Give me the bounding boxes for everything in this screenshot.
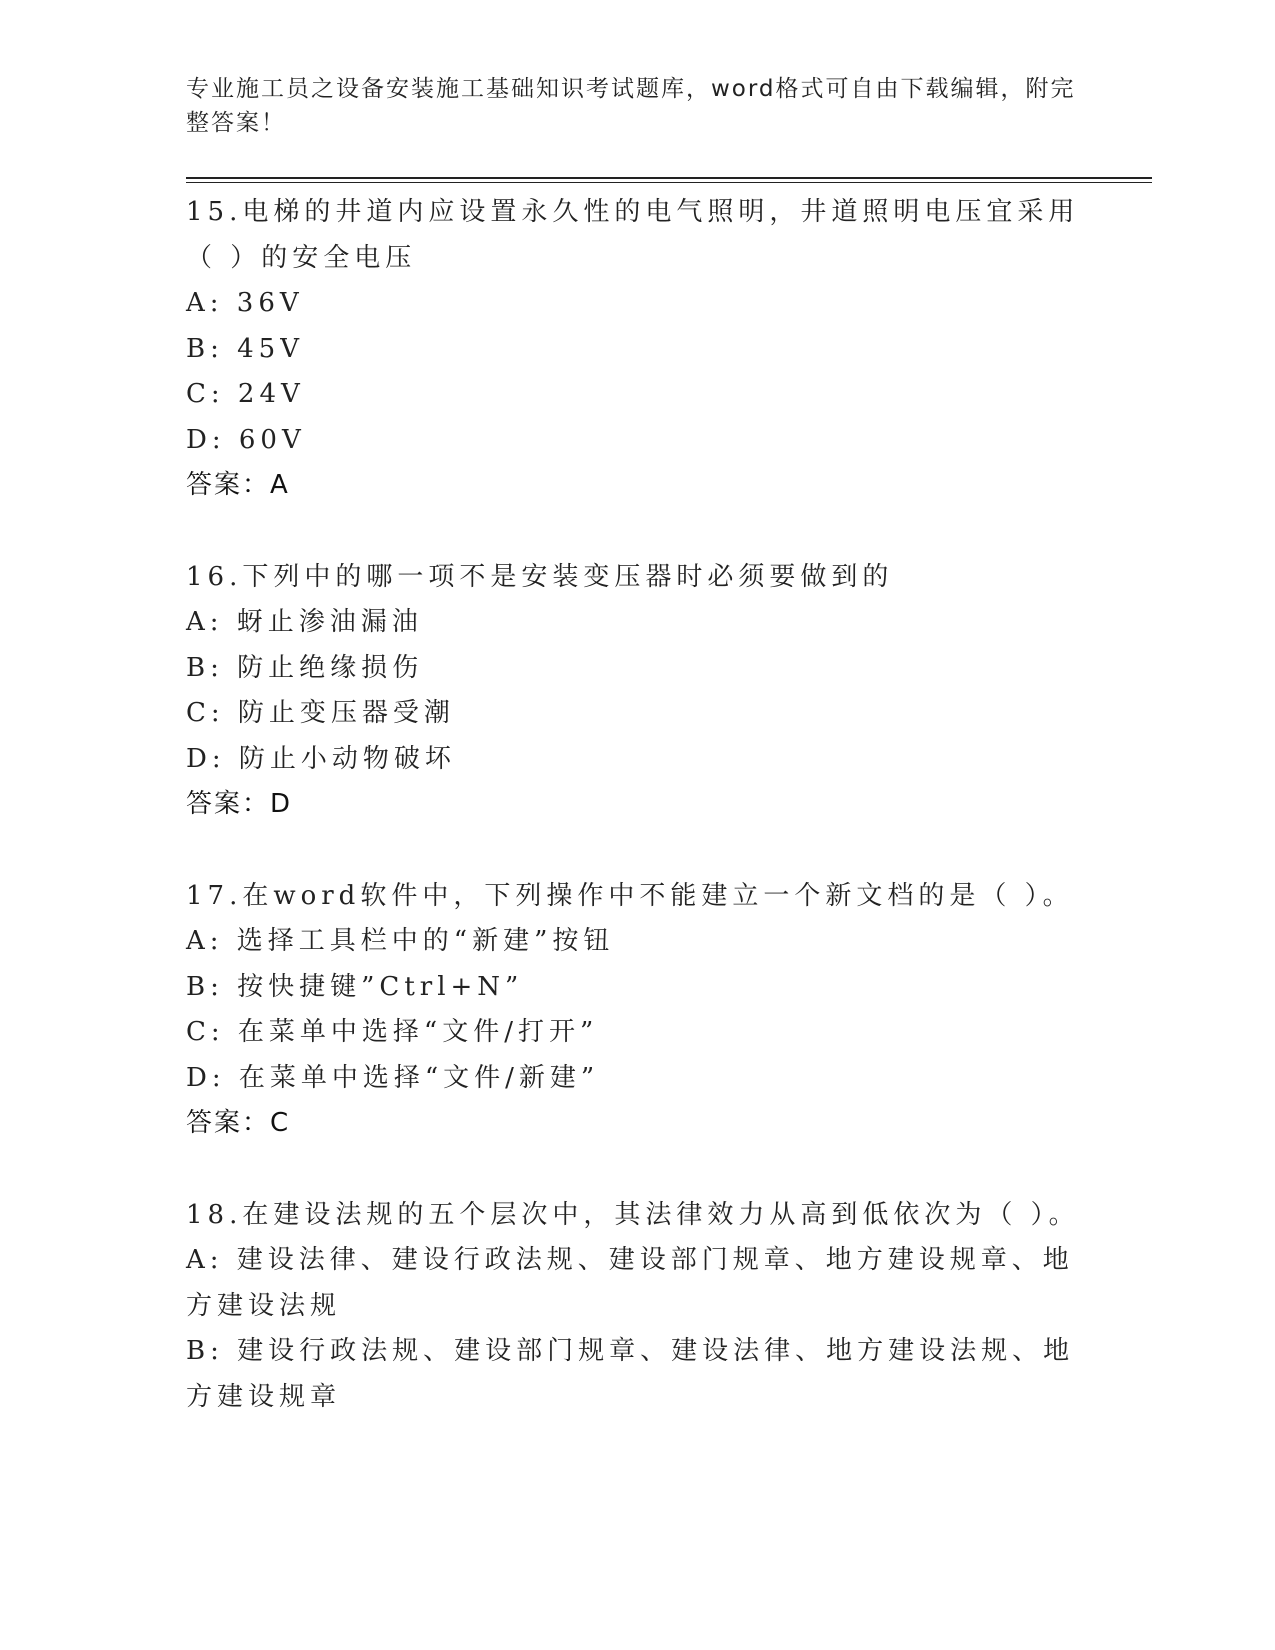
question-15 [186,190,1086,509]
option-c: C: 防止变压器受潮 [186,698,455,728]
header-divider-thin [186,182,1152,183]
option-d: D: 在菜单中选择“文件/新建” [186,1062,600,1093]
option-b: B: 建设行政法规、建设部门规章、建设法律、地方建设法规、地方建设规章 [186,1336,1075,1412]
question-17 [186,874,1086,1147]
option-d: D: 60V [186,424,306,455]
answer-label: 答案：D [186,789,293,819]
option-a: A: 蚜止渗油漏油 [186,607,423,637]
document-header: 专业施工员之设备安装施工基础知识考试题库，word格式可自由下载编辑，附完整答案！ [186,76,1076,136]
question-stem: 17.在word软件中，下列操作中不能建立一个新文档的是（ ）。 [186,880,1074,911]
question-16 [186,555,1086,828]
option-d: D: 防止小动物破坏 [186,743,456,774]
question-list [186,190,1086,1466]
option-a: A: 建设法律、建设行政法规、建设部门规章、地方建设规章、地方建设法规 [186,1245,1074,1321]
answer-label: 答案：A [186,470,290,500]
option-a: A: 36V [186,288,304,318]
option-b: B: 45V [186,333,304,364]
option-c: C: 在菜单中选择“文件/打开” [186,1017,599,1047]
option-b: B: 按快捷键”Ctrl+N” [186,971,524,1002]
option-c: C: 24V [186,379,305,409]
header-divider-thick [186,177,1152,179]
question-stem: 18.在建设法规的五个层次中，其法律效力从高到低依次为（ ）。 [186,1199,1080,1230]
option-a: A: 选择工具栏中的“新建”按钮 [186,926,615,956]
question-18 [186,1193,1086,1421]
question-stem: 16.下列中的哪一项不是安装变压器时必须要做到的 [186,561,894,592]
option-b: B: 防止绝缘损伤 [186,652,424,683]
answer-label: 答案：C [186,1108,291,1138]
question-stem: 15.电梯的井道内应设置永久性的电气照明，井道照明电压宜采用（ ）的安全电压 [186,197,1080,273]
